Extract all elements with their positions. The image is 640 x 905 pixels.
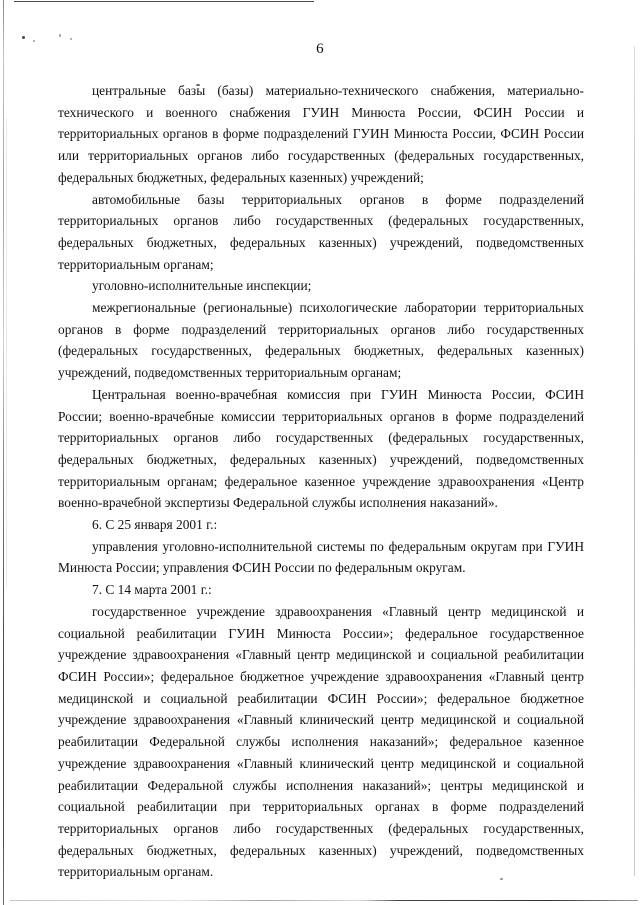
paragraph-military-medical-commission: Центральная военно-врачебная комиссия при ГУИН Минюста России, ФСИН России; военно-врачебные комиссии территориальных органов в форме подразделений территориальных органов либо государственных (федеральных государственных, федеральных бюджетных, федеральных казенных) учреждений, подведомственных территориальным органам; федеральное казенное учреждение здравоохранения «Центр военно-врачебной экспертизы Федеральной службы исполнения наказаний». [58,386,584,511]
paragraph-motor-depots: автомобильные базы территориальных органов в форме подразделений территориальных органов либо государственных (федеральных государственных, федеральных бюджетных, федеральных казенных) учреждений, подведомственных территориальным органам; [58,191,584,272]
document-body [58,80,584,883]
scan-speck [59,34,61,37]
paragraph-penal-inspections: уголовно-исполнительные инспекции; [92,278,312,294]
paragraph-item-6-body: управления уголовно-исполнительной системы по федеральным округам при ГУИН Минюста России; управления ФСИН России по федеральным округам. [58,538,584,576]
page-number: 6 [316,41,324,57]
scan-speck [22,36,25,39]
paragraph-item-7-heading: 7. С 14 марта 2001 г.: [92,582,212,598]
paragraph-item-7-body: государственное учреждение здравоохранения «Главный центр медицинской и социальной реабилитации ГУИН Минюста России»; федеральное государственное учреждение здравоохранения «Главный центр медицинской и социальной реабилитации ФСИН России»; федеральное бюджетное учреждение здравоохранения «Главный центр медицинской и социальной реабилитации ФСИН России»; федеральное бюджетное учреждение здравоохранения «Главный клинический центр медицинской и социальной реабилитации Федеральной службы исполнения наказаний»; федеральное казенное учреждение здравоохранения «Главный клинический центр медицинской и социальной реабилитации Федеральной службы исполнения наказаний»; центры медицинской и социальной реабилитации при территориальных органах в форме подразделений территориальных органов либо государственных (федеральных государственных, федеральных бюджетных, федеральных казенных) учреждений, подведомственных территориальным органам. [58,603,584,880]
scan-artifact-bottom-edge [10,900,638,901]
paragraph-central-bases: центральные базы (базы) материально-технического снабжения, материально-технического и военного снабжения ГУИН Минюста России, ФСИН России и территориальных органов в форме подразделений ГУИН Минюста России, ФСИН России или территориальных органов либо государственных (федеральных государственных, федеральных бюджетных, федеральных казенных) учреждений; [58,83,584,185]
scan-artifact-left-edge-secondary [6,118,7,588]
scan-artifact-left-edge [3,0,4,905]
scan-artifact-top-edge [14,1,314,2]
scan-artifact-right-edge [634,46,635,876]
paragraph-psychological-laboratories: межрегиональные (региональные) психологические лаборатории территориальных органов в форме подразделений территориальных органов либо государственных (федеральных государственных, федеральных бюджетных, федеральных казенных) учреждений, подведомственных территориальным органам; [58,300,584,381]
paragraph-item-6-heading: 6. С 25 января 2001 г.: [92,517,218,533]
